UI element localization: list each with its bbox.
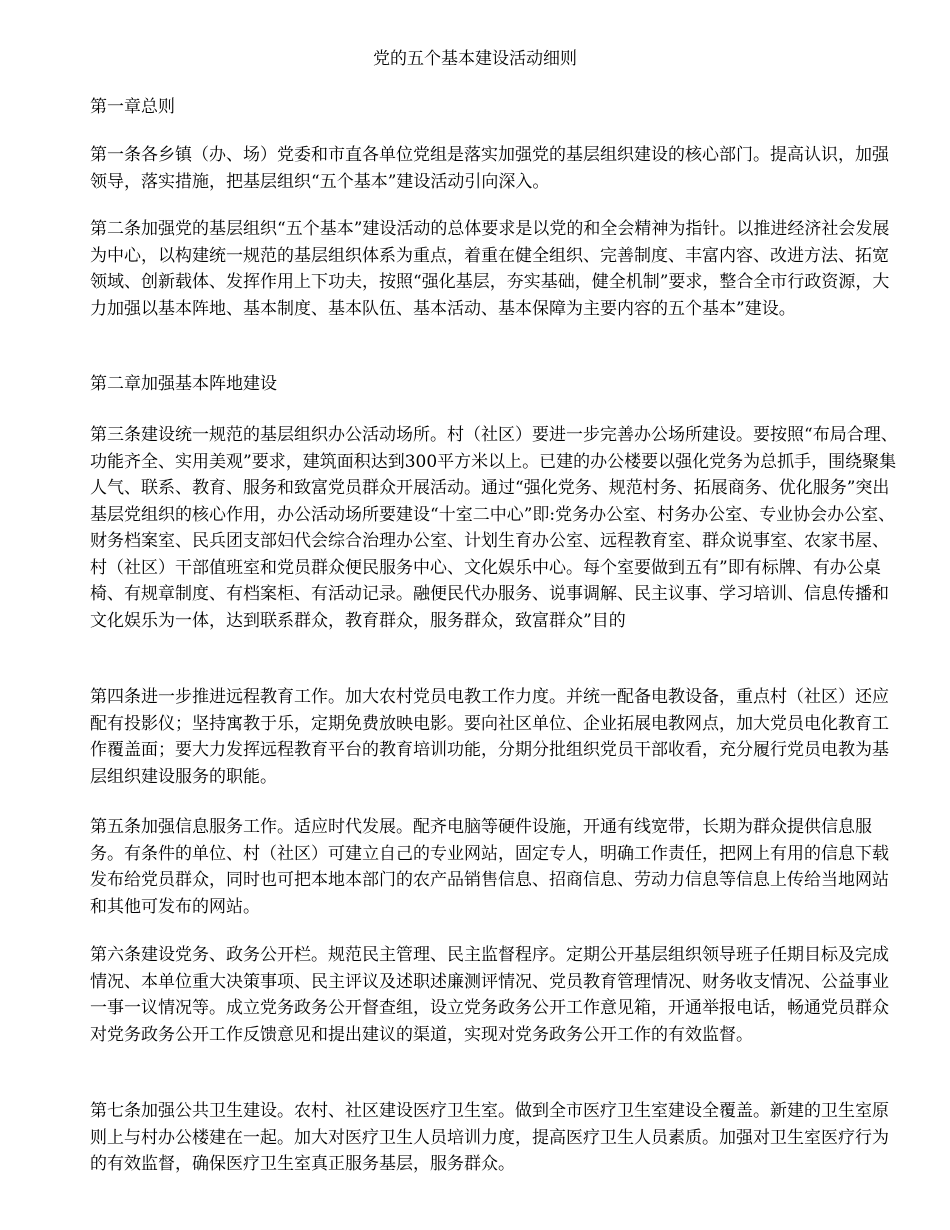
article-5: 第五条加强信息服务工作。适应时代发展。配齐电脑等硬件设施，开通有线宽带，长期为群众提供信息服务。有条件的单位、村（社区）可建立自己的专业网站，固定专人，明确工作责任，把网上有用的信息下载发布给党员群众，同时也可把本地本部门的农产品销售信息、招商信息、劳动力信息等信息上传给当地网站和其他可发布的网站。 — [90, 817, 889, 917]
document-title: 党的五个基本建设活动细则 — [373, 49, 577, 69]
article-1: 第一条各乡镇（办、场）党委和市直各单位党组是落实加强党的基层组织建设的核心部门。提高认识，加强领导，落实措施，把基层组织“五个基本”建设活动引向深入。 — [90, 145, 889, 192]
article-7: 第七条加强公共卫生建设。农村、社区建设医疗卫生室。做到全市医疗卫生室建设全覆盖。新建的卫生室原则上与村办公楼建在一起。加大对医疗卫生人员培训力度，提高医疗卫生人员素质。加强对卫生室医疗行为的有效监督，确保医疗卫生室真正服务基层，服务群众。 — [90, 1101, 889, 1174]
article-2: 第二条加强党的基层组织“五个基本”建设活动的总体要求是以党的和全会精神为指针。以推进经济社会发展为中心，以构建统一规范的基层组织体系为重点，着重在健全组织、完善制度、丰富内容、改进方法、拓宽领域、创新载体、发挥作用上下功夫，按照“强化基层，夯实基础，健全机制”要求，整合全市行政资源，大力加强以基本阵地、基本制度、基本队伍、基本活动、基本保障为主要内容的五个基本”建设。 — [90, 219, 890, 319]
article-6: 第六条建设党务、政务公开栏。规范民主管理、民主监督程序。定期公开基层组织领导班子任期目标及完成情况、本单位重大决策事项、民主评议及述职述廉测评情况、党员教育管理情况、财务收支情况、公益事业一事一议情况等。成立党务政务公开督查组，设立党务政务公开工作意见箱，开通举报电话，畅通党员群众对党务政务公开工作反馈意见和提出建议的渠道，实现对党务政务公开工作的有效监督。 — [90, 945, 889, 1045]
chapter-heading-2: 第二章加强基本阵地建设 — [90, 374, 277, 394]
chapter-heading-1: 第一章总则 — [90, 97, 175, 117]
article-4: 第四条进一步推进远程教育工作。加大农村党员电教工作力度。并统一配备电教设备，重点村（社区）还应配有投影仪；坚持寓教于乐，定期免费放映电影。要向社区单位、企业拓展电教网点，加大党员电化教育工作覆盖面；要大力发挥远程教育平台的教育培训功能，分期分批组织党员干部收看，充分履行党员电教为基层组织建设服务的职能。 — [90, 687, 889, 787]
article-3: 第三条建设统一规范的基层组织办公活动场所。村（社区）要进一步完善办公场所建设。要按照“布局合理、功能齐全、实用美观”要求，建筑面积达到300平方米以上。已建的办公楼要以强化党务为总抓手，围绕聚集人气、联系、教育、服务和致富党员群众开展活动。通过“强化党务、规范村务、拓展商务、优化服务”突出基层党组织的核心作用，办公活动场所要建设“十室二中心”即:党务办公室、村务办公室、专业协会办公室、财务档案室、民兵团支部妇代会综合治理办公室、计划生育办公室、远程教育室、群众说事室、农家书屋、村（社区）干部值班室和党员群众便民服务中心、文化娱乐中心。每个室要做到五有”即有标牌、有办公桌椅、有规章制度、有档案柜、有活动记录。融便民代办服务、说事调解、民主议事、学习培训、信息传播和文化娱乐为一体，达到联系群众，教育群众，服务群众，致富群众”目的 — [90, 425, 898, 631]
